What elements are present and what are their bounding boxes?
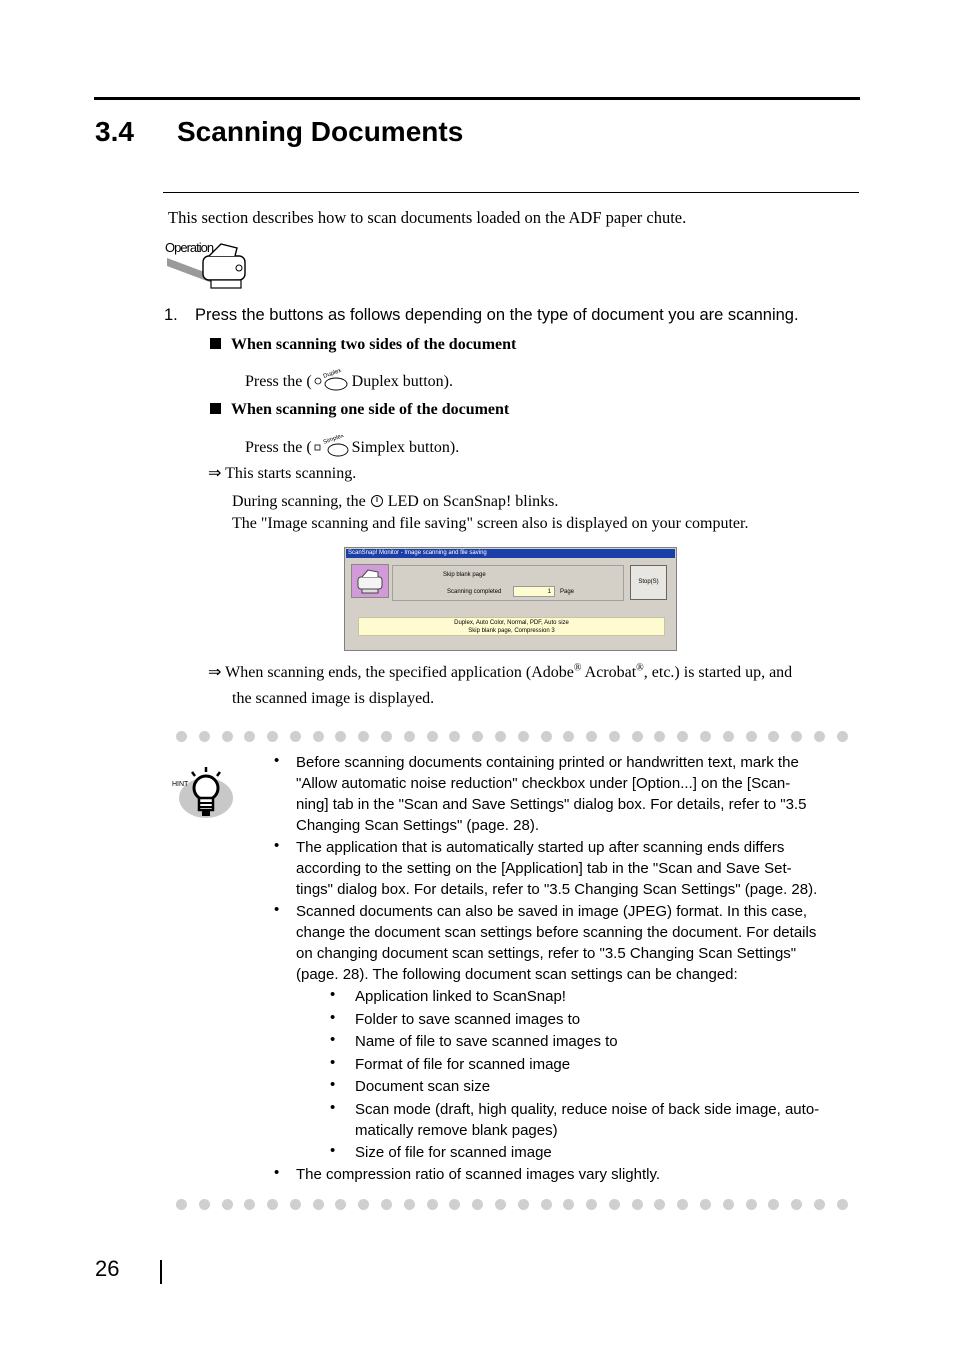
bullet-dot: • [330,1031,336,1048]
sub-bullet-item: Application linked to ScanSnap! [355,988,566,1005]
sub-bullet-item: Name of file to save scanned images to [355,1033,618,1050]
simplex-button-icon [312,435,352,459]
scanner-image-icon [351,564,389,598]
hint-lightbulb-icon [170,762,238,824]
bullet-dot: • [330,1076,336,1093]
power-led-icon [370,494,384,508]
bullet-dot: • [330,1009,336,1026]
bullet-dot: • [330,1054,336,1071]
intro-text: This section describes how to scan documents loaded on the ADF paper chute. [168,208,687,227]
hint-label: HINT [172,781,189,788]
scanning-completed-label: Scanning completed [447,589,502,595]
section-rule [163,192,859,193]
sub-bullet-item: Document scan size [355,1078,491,1095]
bullet-dot: • [330,1142,336,1159]
square-bullet-icon [210,338,221,349]
result-end-line1: ⇒ When scanning ends, the specified application (Adobe® Acrobat®, etc.) is started up, and [208,662,793,681]
hint-bottom-dotted-rule [176,1199,848,1211]
during-scanning-text: During scanning, the LED on ScanSnap! blinks. [232,493,559,510]
case-duplex-instruction: Press the ( Duplex Duplex button). [245,369,453,393]
hint-top-dotted-rule [176,731,848,743]
operation-label: Operation [165,240,214,255]
sub-bullet-item: Size of file for scanned image [355,1144,552,1161]
page-number-bar [160,1260,162,1284]
bullet-dot: • [274,901,280,918]
case-simplex-instruction: Press the ( Simplex Simplex button). [245,435,459,459]
top-rule [94,97,860,100]
scansnap-monitor-window [344,547,677,651]
sub-bullet-item: Scan mode (draft, high quality, reduce noise of back side image, auto- matically remove blank pages) [355,1101,820,1139]
bullet-dot: • [274,837,280,854]
duplex-button-icon [312,369,352,393]
hint-bullet-compression: The compression ratio of scanned images vary slightly. [296,1166,661,1183]
sub-bullet-item: Format of file for scanned image [355,1056,571,1073]
screen-displayed-text: The "Image scanning and file saving" screen also is displayed on your computer. [232,515,749,532]
case-simplex-heading: When scanning one side of the document [210,401,509,419]
bullet-dot: • [274,1164,280,1181]
section-number: 3.4 [95,116,134,147]
case-duplex-heading: When scanning two sides of the document [210,336,516,354]
svg-text:Duplex: Duplex [322,369,342,380]
sub-bullet-item: Folder to save scanned images to [355,1011,581,1028]
square-bullet-icon [210,403,221,414]
bullet-dot: • [330,986,336,1003]
hint-bullet-jpeg: Scanned documents can also be saved in image (JPEG) format. In this case, change the document scan settings before scanning the document. For details on changing document scan settings, refer to "3.5 Changing Scan Settings" (page. 28). The following document scan settings can be changed: [296,903,817,983]
operation-scanner-icon [165,238,255,294]
step-number: 1. [164,306,178,324]
page-count-field: 1 [513,586,555,597]
page-number: 26 [95,1256,120,1281]
skip-blank-label: Skip blank page [443,572,486,578]
section-title: Scanning Documents [177,116,464,147]
bullet-dot: • [330,1099,336,1116]
hint-bullet-noise-reduction: Before scanning documents containing printed or handwritten text, mark the "Allow automatic noise reduction" checkbox under [Option...] on the [Scan- ning] tab in the "Scan and Save Settings" dialog box. For details, refer to "3.5 Changing Scan Settings" (page. 28). [296,754,807,834]
svg-text:Simplex: Simplex [322,435,345,446]
scan-settings-summary: Duplex, Auto Color, Normal, PDF, Auto size Skip blank page, Compression 3 [358,617,665,636]
stop-button[interactable]: Stop(S) [630,565,667,600]
monitor-title-bar: ScanSnap! Monitor - Image scanning and file saving [346,549,675,558]
result-end-line2: the scanned image is displayed. [232,690,435,707]
bullet-dot: • [274,752,280,769]
hint-bullet-application: The application that is automatically started up after scanning ends differs according to the setting on the [Application] tab in the "Scan and Save Set- tings" dialog box. For details, refer to "3.5 Changing Scan Settings" (page. 28). [296,839,818,898]
page-label: Page [560,589,575,595]
step-text: Press the buttons as follows depending on the type of document you are scanning. [195,306,799,324]
result-starts: ⇒ This starts scanning. [208,465,357,482]
monitor-status-panel [392,565,624,601]
